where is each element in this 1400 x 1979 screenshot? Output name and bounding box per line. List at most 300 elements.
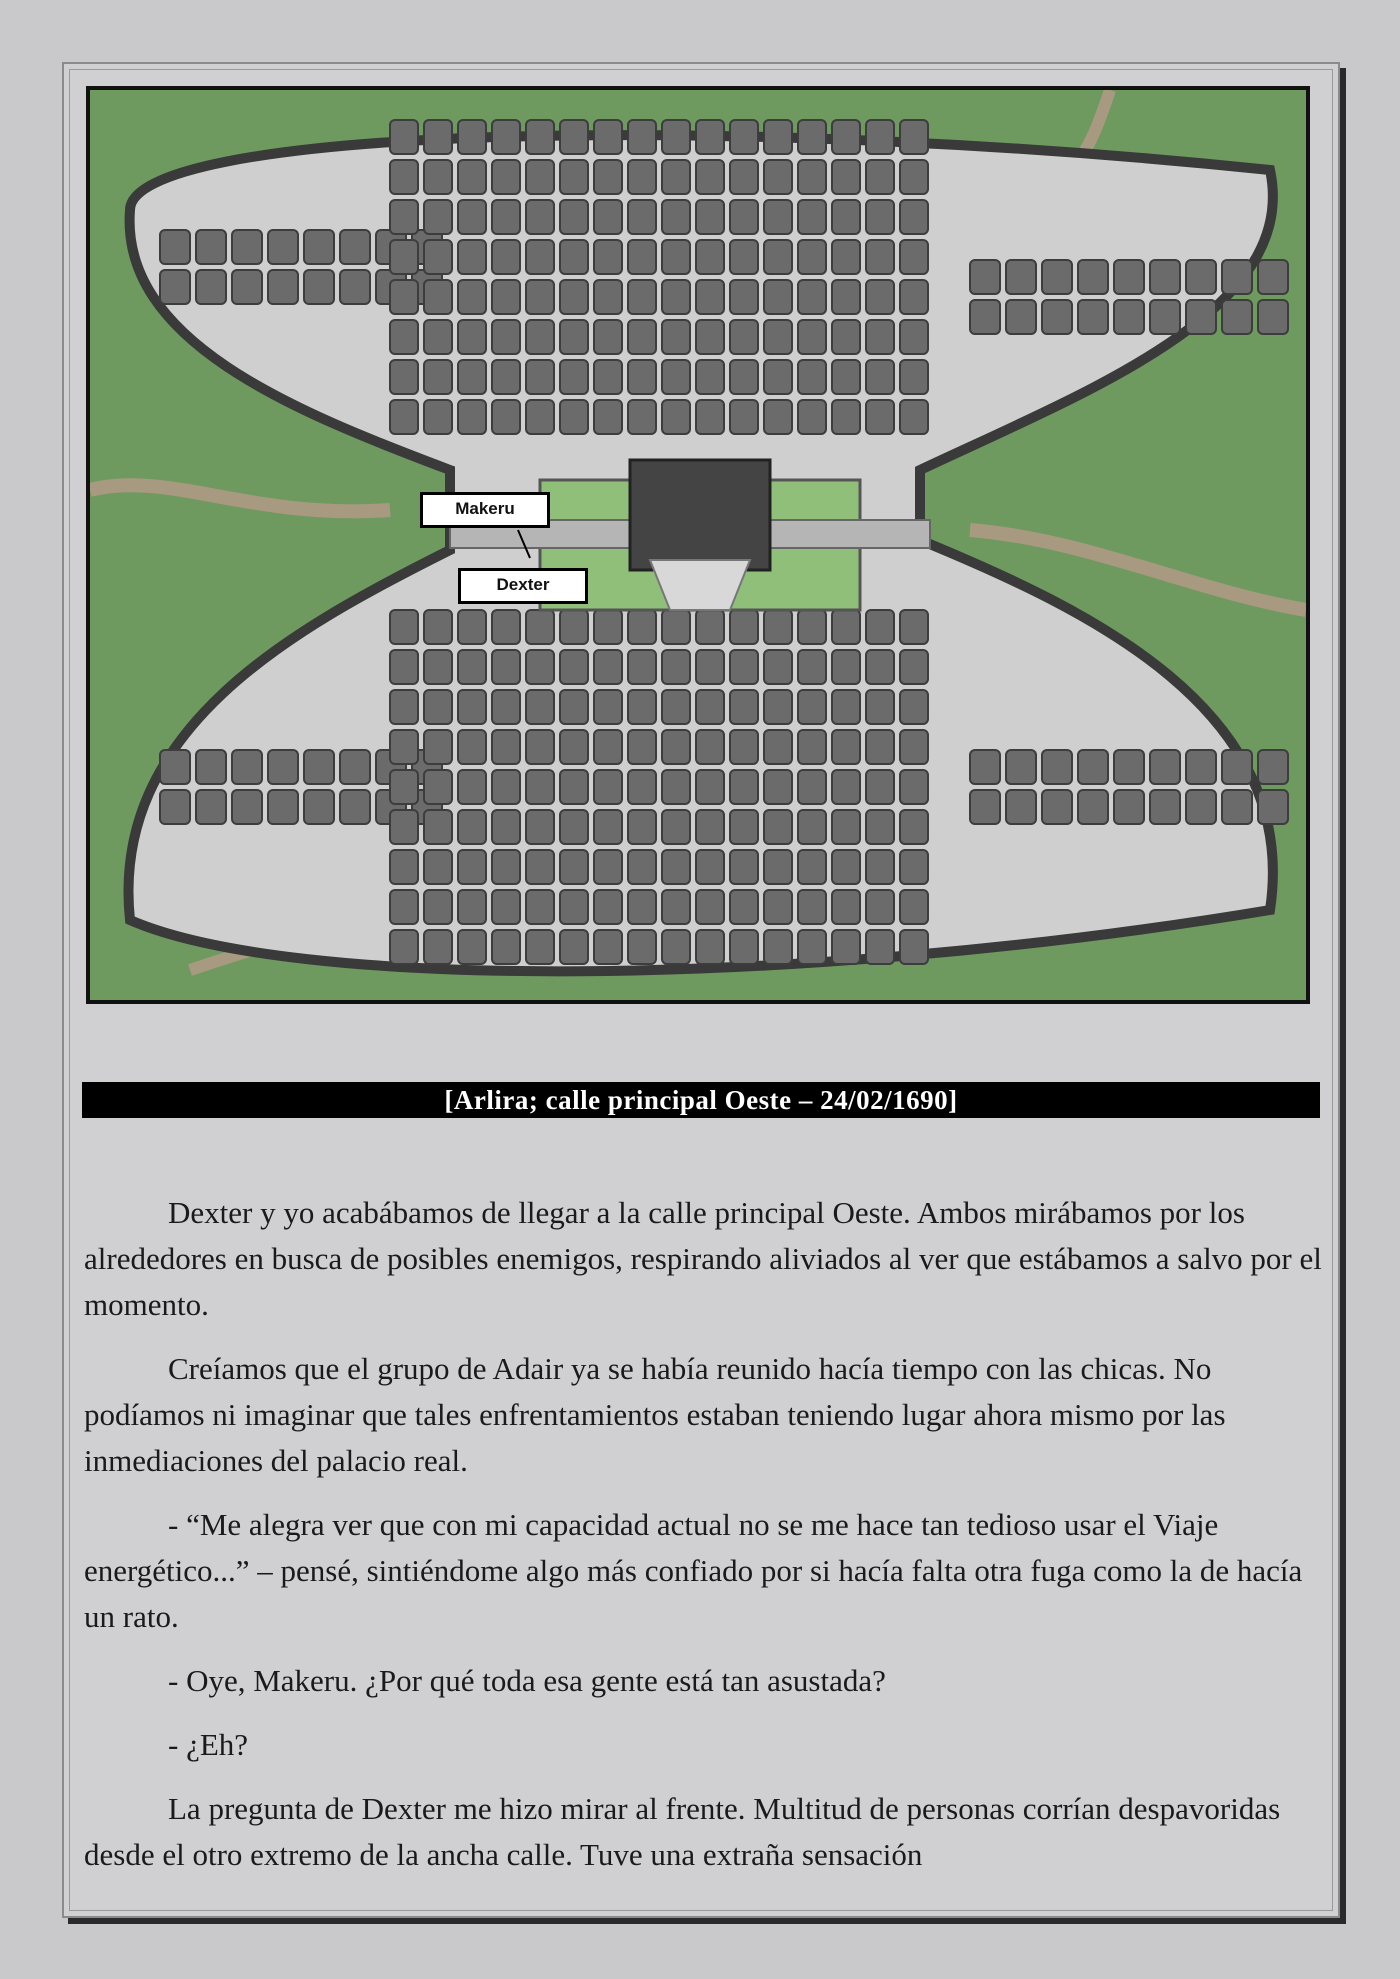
s-building bbox=[560, 930, 588, 964]
ne-building bbox=[1150, 300, 1180, 334]
n-building bbox=[832, 120, 860, 154]
s-building bbox=[526, 690, 554, 724]
n-building bbox=[594, 320, 622, 354]
se-building bbox=[1114, 790, 1144, 824]
nw-building bbox=[268, 270, 298, 304]
n-building bbox=[526, 320, 554, 354]
ne-building bbox=[1186, 300, 1216, 334]
s-building bbox=[696, 930, 724, 964]
n-building bbox=[764, 240, 792, 274]
s-building bbox=[764, 930, 792, 964]
n-building bbox=[492, 200, 520, 234]
map-label-makeru: Makeru bbox=[420, 492, 550, 528]
n-building bbox=[866, 360, 894, 394]
s-building bbox=[492, 850, 520, 884]
n-building bbox=[526, 280, 554, 314]
n-building bbox=[390, 280, 418, 314]
n-building bbox=[390, 160, 418, 194]
ne-building bbox=[1258, 300, 1288, 334]
ne-building bbox=[1042, 300, 1072, 334]
se-building bbox=[970, 790, 1000, 824]
n-building bbox=[628, 240, 656, 274]
s-building bbox=[730, 610, 758, 644]
s-building bbox=[594, 890, 622, 924]
s-building bbox=[424, 690, 452, 724]
paragraph: La pregunta de Dexter me hizo mirar al frente. Multitud de personas corrían despavoridas desde el otro extremo de la ancha calle. Tuve una extraña sensación bbox=[84, 1791, 1281, 1872]
s-building bbox=[730, 730, 758, 764]
road-west bbox=[90, 485, 390, 511]
n-building bbox=[730, 160, 758, 194]
se-building bbox=[1114, 750, 1144, 784]
s-building bbox=[390, 810, 418, 844]
s-building bbox=[764, 690, 792, 724]
n-building bbox=[662, 120, 690, 154]
sw-building bbox=[268, 790, 298, 824]
s-building bbox=[628, 890, 656, 924]
nw-building bbox=[196, 270, 226, 304]
s-building bbox=[492, 610, 520, 644]
n-building bbox=[390, 200, 418, 234]
n-building bbox=[492, 240, 520, 274]
n-building bbox=[832, 240, 860, 274]
n-building bbox=[696, 120, 724, 154]
n-building bbox=[696, 280, 724, 314]
se-building bbox=[1150, 750, 1180, 784]
se-building bbox=[1258, 790, 1288, 824]
s-building bbox=[696, 650, 724, 684]
n-building bbox=[798, 200, 826, 234]
s-building bbox=[560, 730, 588, 764]
s-building bbox=[424, 730, 452, 764]
s-building bbox=[458, 890, 486, 924]
n-building bbox=[798, 240, 826, 274]
n-building bbox=[628, 200, 656, 234]
n-building bbox=[526, 360, 554, 394]
sw-building bbox=[196, 790, 226, 824]
s-building bbox=[390, 770, 418, 804]
s-building bbox=[628, 850, 656, 884]
n-building bbox=[764, 120, 792, 154]
n-building bbox=[866, 200, 894, 234]
s-building bbox=[424, 810, 452, 844]
n-building bbox=[560, 320, 588, 354]
s-building bbox=[832, 650, 860, 684]
n-building bbox=[832, 360, 860, 394]
n-building bbox=[730, 120, 758, 154]
n-building bbox=[628, 280, 656, 314]
sw-building bbox=[304, 750, 334, 784]
s-building bbox=[560, 890, 588, 924]
n-building bbox=[866, 240, 894, 274]
n-building bbox=[594, 240, 622, 274]
s-building bbox=[798, 810, 826, 844]
city-map-drawing bbox=[90, 90, 1306, 1000]
n-building bbox=[492, 280, 520, 314]
s-building bbox=[866, 610, 894, 644]
n-building bbox=[458, 240, 486, 274]
s-building bbox=[798, 650, 826, 684]
s-building bbox=[662, 730, 690, 764]
n-building bbox=[866, 160, 894, 194]
n-building bbox=[458, 320, 486, 354]
s-building bbox=[628, 770, 656, 804]
s-building bbox=[526, 890, 554, 924]
n-building bbox=[900, 240, 928, 274]
s-building bbox=[866, 770, 894, 804]
nw-building bbox=[232, 230, 262, 264]
s-building bbox=[458, 930, 486, 964]
ne-building bbox=[1222, 260, 1252, 294]
s-building bbox=[492, 650, 520, 684]
sw-building bbox=[340, 790, 370, 824]
n-building bbox=[866, 320, 894, 354]
s-building bbox=[832, 690, 860, 724]
s-building bbox=[560, 650, 588, 684]
ne-building bbox=[1006, 260, 1036, 294]
s-building bbox=[900, 730, 928, 764]
n-building bbox=[560, 280, 588, 314]
sw-building bbox=[160, 750, 190, 784]
ne-building bbox=[1078, 260, 1108, 294]
ne-building bbox=[1222, 300, 1252, 334]
n-building bbox=[900, 200, 928, 234]
s-building bbox=[628, 730, 656, 764]
s-building bbox=[662, 890, 690, 924]
s-building bbox=[764, 810, 792, 844]
s-building bbox=[628, 610, 656, 644]
n-building bbox=[798, 400, 826, 434]
s-building bbox=[594, 850, 622, 884]
sw-building bbox=[160, 790, 190, 824]
city-map bbox=[86, 86, 1310, 1004]
s-building bbox=[526, 930, 554, 964]
s-building bbox=[662, 810, 690, 844]
s-building bbox=[730, 810, 758, 844]
s-building bbox=[696, 730, 724, 764]
n-building bbox=[798, 280, 826, 314]
ne-building bbox=[970, 300, 1000, 334]
n-building bbox=[628, 120, 656, 154]
s-building bbox=[458, 730, 486, 764]
se-building bbox=[1258, 750, 1288, 784]
sw-building bbox=[304, 790, 334, 824]
n-building bbox=[492, 320, 520, 354]
s-building bbox=[594, 930, 622, 964]
s-building bbox=[492, 770, 520, 804]
n-building bbox=[662, 280, 690, 314]
s-building bbox=[866, 930, 894, 964]
nw-building bbox=[340, 270, 370, 304]
s-building bbox=[424, 850, 452, 884]
s-building bbox=[866, 730, 894, 764]
s-building bbox=[764, 850, 792, 884]
s-building bbox=[798, 850, 826, 884]
n-building bbox=[390, 360, 418, 394]
s-building bbox=[424, 930, 452, 964]
s-building bbox=[900, 810, 928, 844]
n-building bbox=[390, 120, 418, 154]
s-building bbox=[900, 890, 928, 924]
n-building bbox=[730, 240, 758, 274]
n-building bbox=[492, 360, 520, 394]
n-building bbox=[526, 160, 554, 194]
s-building bbox=[662, 850, 690, 884]
n-building bbox=[458, 360, 486, 394]
sw-building bbox=[196, 750, 226, 784]
n-building bbox=[424, 360, 452, 394]
ne-building bbox=[1114, 260, 1144, 294]
s-building bbox=[730, 930, 758, 964]
s-building bbox=[458, 610, 486, 644]
s-building bbox=[458, 810, 486, 844]
n-building bbox=[560, 160, 588, 194]
s-building bbox=[560, 810, 588, 844]
n-building bbox=[594, 280, 622, 314]
s-building bbox=[798, 730, 826, 764]
n-building bbox=[900, 320, 928, 354]
se-building bbox=[970, 750, 1000, 784]
n-building bbox=[696, 240, 724, 274]
s-building bbox=[764, 610, 792, 644]
ne-building bbox=[1006, 300, 1036, 334]
s-building bbox=[900, 610, 928, 644]
s-building bbox=[390, 730, 418, 764]
s-building bbox=[390, 850, 418, 884]
paragraph: Creíamos que el grupo de Adair ya se había reunido hacía tiempo con las chicas. No podíamos ni imaginar que tales enfrentamientos estaban teniendo lugar ahora mismo por las inmediaciones del palacio real. bbox=[84, 1351, 1226, 1478]
s-building bbox=[900, 690, 928, 724]
n-building bbox=[764, 360, 792, 394]
s-building bbox=[390, 690, 418, 724]
n-building bbox=[424, 200, 452, 234]
chapter-caption: [Arlira; calle principal Oeste – 24/02/1690] bbox=[82, 1082, 1320, 1118]
s-building bbox=[662, 690, 690, 724]
n-building bbox=[696, 400, 724, 434]
n-building bbox=[764, 280, 792, 314]
s-building bbox=[424, 610, 452, 644]
n-building bbox=[900, 120, 928, 154]
se-building bbox=[1186, 750, 1216, 784]
s-building bbox=[458, 690, 486, 724]
ne-building bbox=[1150, 260, 1180, 294]
n-building bbox=[798, 120, 826, 154]
paragraph: Dexter y yo acabábamos de llegar a la calle principal Oeste. Ambos mirábamos por los alrededores en busca de posibles enemigos, respirando aliviados al ver que estábamos a salvo por el momento. bbox=[84, 1195, 1322, 1322]
n-building bbox=[696, 360, 724, 394]
nw-building bbox=[160, 230, 190, 264]
se-building bbox=[1006, 750, 1036, 784]
story-text bbox=[84, 1190, 1324, 1896]
s-building bbox=[390, 930, 418, 964]
n-building bbox=[832, 320, 860, 354]
n-building bbox=[696, 200, 724, 234]
s-building bbox=[526, 850, 554, 884]
se-building bbox=[1078, 750, 1108, 784]
n-building bbox=[628, 400, 656, 434]
s-building bbox=[696, 850, 724, 884]
ne-building bbox=[1042, 260, 1072, 294]
n-building bbox=[526, 200, 554, 234]
s-building bbox=[492, 890, 520, 924]
s-building bbox=[390, 650, 418, 684]
n-building bbox=[900, 400, 928, 434]
map-label-dexter: Dexter bbox=[458, 568, 588, 604]
s-building bbox=[560, 770, 588, 804]
ne-building bbox=[1078, 300, 1108, 334]
n-building bbox=[390, 320, 418, 354]
s-building bbox=[696, 610, 724, 644]
s-building bbox=[764, 770, 792, 804]
n-building bbox=[764, 400, 792, 434]
s-building bbox=[798, 890, 826, 924]
ne-building bbox=[1114, 300, 1144, 334]
n-building bbox=[526, 240, 554, 274]
n-building bbox=[662, 200, 690, 234]
s-building bbox=[866, 810, 894, 844]
n-building bbox=[594, 360, 622, 394]
n-building bbox=[798, 320, 826, 354]
sw-building bbox=[232, 750, 262, 784]
s-building bbox=[628, 930, 656, 964]
s-building bbox=[594, 810, 622, 844]
s-building bbox=[560, 690, 588, 724]
n-building bbox=[492, 120, 520, 154]
ne-building bbox=[970, 260, 1000, 294]
s-building bbox=[764, 730, 792, 764]
n-building bbox=[492, 400, 520, 434]
n-building bbox=[424, 400, 452, 434]
s-building bbox=[832, 850, 860, 884]
n-building bbox=[662, 160, 690, 194]
s-building bbox=[458, 850, 486, 884]
sw-building bbox=[268, 750, 298, 784]
n-building bbox=[662, 240, 690, 274]
s-building bbox=[424, 890, 452, 924]
sw-building bbox=[340, 750, 370, 784]
n-building bbox=[900, 360, 928, 394]
s-building bbox=[696, 690, 724, 724]
s-building bbox=[900, 650, 928, 684]
n-building bbox=[696, 160, 724, 194]
s-building bbox=[730, 650, 758, 684]
n-building bbox=[594, 120, 622, 154]
n-building bbox=[458, 280, 486, 314]
s-building bbox=[832, 930, 860, 964]
s-building bbox=[730, 850, 758, 884]
nw-building bbox=[196, 230, 226, 264]
se-building bbox=[1042, 750, 1072, 784]
s-building bbox=[628, 650, 656, 684]
ne-building bbox=[1186, 260, 1216, 294]
n-building bbox=[832, 400, 860, 434]
s-building bbox=[866, 850, 894, 884]
s-building bbox=[390, 610, 418, 644]
s-building bbox=[662, 930, 690, 964]
s-building bbox=[526, 770, 554, 804]
s-building bbox=[628, 690, 656, 724]
nw-building bbox=[340, 230, 370, 264]
s-building bbox=[798, 930, 826, 964]
se-building bbox=[1222, 750, 1252, 784]
s-building bbox=[594, 730, 622, 764]
nw-building bbox=[160, 270, 190, 304]
se-building bbox=[1150, 790, 1180, 824]
s-building bbox=[832, 770, 860, 804]
s-building bbox=[594, 690, 622, 724]
se-building bbox=[1078, 790, 1108, 824]
s-building bbox=[390, 890, 418, 924]
n-building bbox=[798, 160, 826, 194]
page-frame bbox=[62, 62, 1340, 1918]
n-building bbox=[900, 160, 928, 194]
s-building bbox=[900, 850, 928, 884]
nw-building bbox=[268, 230, 298, 264]
n-building bbox=[560, 240, 588, 274]
paragraph: - Oye, Makeru. ¿Por qué toda esa gente está tan asustada? bbox=[168, 1663, 886, 1698]
se-building bbox=[1186, 790, 1216, 824]
s-building bbox=[730, 890, 758, 924]
sw-building bbox=[232, 790, 262, 824]
n-building bbox=[594, 160, 622, 194]
n-building bbox=[730, 200, 758, 234]
s-building bbox=[526, 650, 554, 684]
s-building bbox=[492, 730, 520, 764]
se-building bbox=[1006, 790, 1036, 824]
s-building bbox=[696, 810, 724, 844]
n-building bbox=[764, 320, 792, 354]
s-building bbox=[594, 610, 622, 644]
s-building bbox=[594, 770, 622, 804]
s-building bbox=[730, 690, 758, 724]
n-building bbox=[764, 160, 792, 194]
n-building bbox=[866, 280, 894, 314]
n-building bbox=[526, 400, 554, 434]
s-building bbox=[832, 610, 860, 644]
s-building bbox=[866, 690, 894, 724]
n-building bbox=[390, 400, 418, 434]
n-building bbox=[458, 160, 486, 194]
n-building bbox=[832, 160, 860, 194]
s-building bbox=[526, 610, 554, 644]
nw-building bbox=[304, 270, 334, 304]
paragraph: - “Me alegra ver que con mi capacidad actual no se me hace tan tedioso usar el Viaje energético...” – pensé, sintiéndome algo más confiado por si hacía falta otra fuga como la de hacía un rato. bbox=[84, 1507, 1303, 1634]
s-building bbox=[526, 810, 554, 844]
s-building bbox=[594, 650, 622, 684]
s-building bbox=[900, 930, 928, 964]
s-building bbox=[662, 610, 690, 644]
n-building bbox=[628, 360, 656, 394]
s-building bbox=[866, 890, 894, 924]
s-building bbox=[424, 650, 452, 684]
n-building bbox=[628, 160, 656, 194]
n-building bbox=[832, 280, 860, 314]
s-building bbox=[560, 850, 588, 884]
se-building bbox=[1222, 790, 1252, 824]
n-building bbox=[492, 160, 520, 194]
n-building bbox=[662, 360, 690, 394]
s-building bbox=[832, 730, 860, 764]
n-building bbox=[730, 400, 758, 434]
n-building bbox=[424, 280, 452, 314]
ne-building bbox=[1258, 260, 1288, 294]
n-building bbox=[594, 400, 622, 434]
n-building bbox=[764, 200, 792, 234]
n-building bbox=[458, 120, 486, 154]
se-building bbox=[1042, 790, 1072, 824]
s-building bbox=[424, 770, 452, 804]
s-building bbox=[764, 650, 792, 684]
s-building bbox=[458, 650, 486, 684]
s-building bbox=[696, 770, 724, 804]
n-building bbox=[866, 400, 894, 434]
